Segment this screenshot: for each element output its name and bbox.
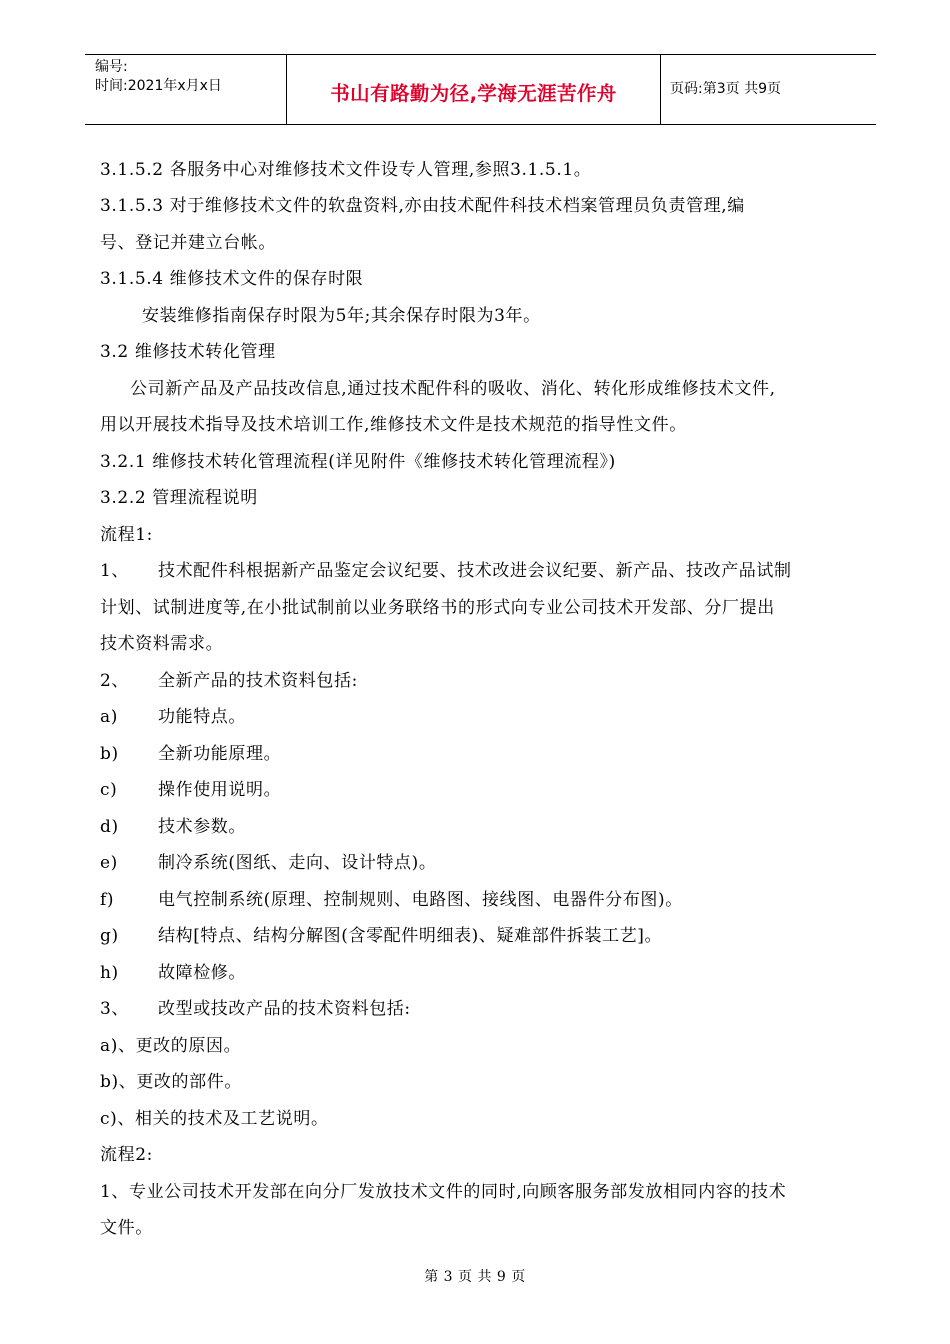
body-line: 文件。 [100,1218,153,1238]
list-marker: 2、 [100,671,130,691]
list-marker: c) [100,780,118,800]
list-text: 技术配件科根据新产品鉴定会议纪要、技术改进会议纪要、新产品、技改产品试制 [158,561,792,581]
body-line: 3.1.5.4 维修技术文件的保存时限 [100,269,364,289]
list-item [100,559,792,583]
process-label: 流程2: [100,1145,153,1165]
list-item [100,851,436,875]
list-marker: g) [100,926,119,946]
header-meta-cell [85,55,287,124]
document-number-label: 编号: [95,59,128,75]
process-label: 流程1: [100,525,153,545]
body-line: 公司新产品及产品技改信息,通过技术配件科的吸收、消化、转化形成维修技术文件, [130,379,776,399]
body-line: 用以开展技术指导及技术培训工作,维修技术文件是技术规范的指导性文件。 [100,415,687,435]
list-item [100,742,281,766]
list-marker: e) [100,853,118,873]
header-table [85,54,876,125]
list-item [100,997,411,1021]
header-motto: 书山有路勤为径,学海无涯苦作舟 [330,82,617,105]
body-line: 计划、试制进度等,在小批试制前以业务联络书的形式向专业公司技术开发部、分厂提出 [100,598,775,618]
list-marker: a) [100,707,118,727]
list-item [100,924,662,948]
list-item [100,778,281,802]
document-time-label: 时间:2021年x月x日 [95,78,222,94]
body-line: 3.2.1 维修技术转化管理流程(详见附件《维修技术转化管理流程》) [100,452,616,472]
list-text: 改型或技改产品的技术资料包括: [158,999,411,1019]
list-text: 制冷系统(图纸、走向、设计特点)。 [158,853,437,873]
list-text: 功能特点。 [158,707,246,727]
body-line: 1、专业公司技术开发部在向分厂发放技术文件的同时,向顾客服务部发放相同内容的技术 [100,1182,787,1202]
list-item [100,669,358,693]
list-text: 全新产品的技术资料包括: [158,671,358,691]
body-line: 号、登记并建立台帐。 [100,233,276,253]
body-line: c)、相关的技术及工艺说明。 [100,1109,329,1129]
header-motto-cell [287,55,661,124]
list-item [100,961,246,985]
body-line: 安装维修指南保存时限为5年;其余保存时限为3年。 [142,306,541,326]
list-text: 故障检修。 [158,963,246,983]
list-marker: f) [100,890,115,910]
list-text: 电气控制系统(原理、控制规则、电路图、接线图、电器件分布图)。 [158,890,683,910]
list-text: 操作使用说明。 [158,780,282,800]
header-page-cell [661,55,876,124]
list-item [100,705,246,729]
body-line: 技术资料需求。 [100,634,224,654]
list-text: 全新功能原理。 [158,744,282,764]
body-line: a)、更改的原因。 [100,1036,242,1056]
list-marker: 1、 [100,561,130,581]
header-page-info: 页码:第3页 共9页 [670,81,781,97]
list-item [100,815,246,839]
list-text: 技术参数。 [158,817,246,837]
body-line: 3.1.5.2 各服务中心对维修技术文件设专人管理,参照3.1.5.1。 [100,160,592,180]
list-item [100,888,683,912]
body-line: 3.2.2 管理流程说明 [100,488,258,508]
section-heading: 3.2 维修技术转化管理 [100,342,276,362]
body-line: b)、更改的部件。 [100,1072,242,1092]
page-footer: 第 3 页 共 9 页 [424,1269,526,1285]
list-marker: 3、 [100,999,130,1019]
body-line: 3.1.5.3 对于维修技术文件的软盘资料,亦由技术配件科技术档案管理员负责管理,编 [100,196,745,216]
list-marker: b) [100,744,119,764]
list-text: 结构[特点、结构分解图(含零配件明细表)、疑难部件拆装工艺]。 [158,926,663,946]
list-marker: d) [100,817,119,837]
list-marker: h) [100,963,119,983]
